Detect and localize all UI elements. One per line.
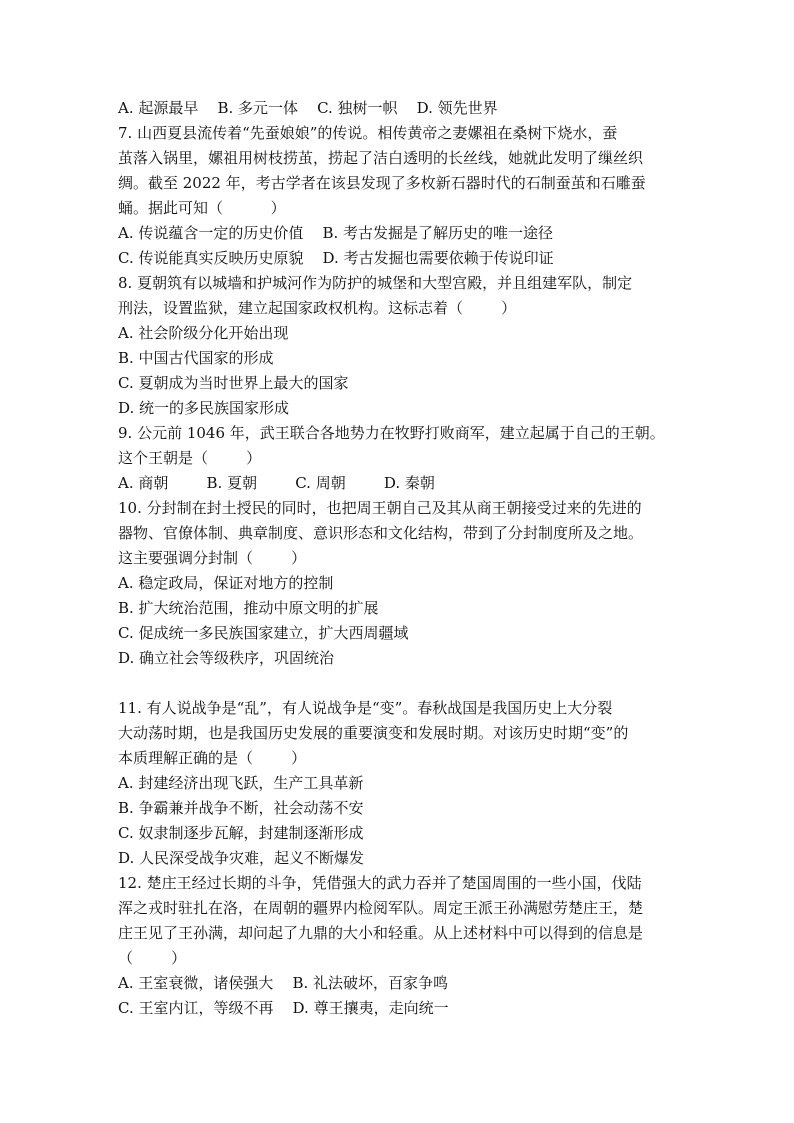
q12-options-ab: A. 王室衰微，诸侯强大 B. 礼法破坏，百家争鸣 [118,974,449,992]
q11-stem-line-2: 大动荡时期，也是我国历史发展的重要演变和发展时期。对该历史时期“变”的 [118,724,629,742]
q8-option-d: D. 统一的多民族国家形成 [118,399,290,417]
q10-option-c: C. 促成统一多民族国家建立，扩大西周疆域 [118,624,409,642]
q7-options-ab: A. 传说蕴含一定的历史价值 B. 考古发掘是了解历史的唯一途径 [118,224,554,242]
q11-stem-line-3: 本质理解正确的是（ ） [118,749,307,767]
q10-stem-line-3: 这主要强调分封制（ ） [118,549,307,567]
q7-stem-line-3: 绸。截至 2022 年，考古学者在该县发现了多枚新石器时代的石制蚕茧和石雕蚕 [118,174,646,192]
q9-options: A. 商朝 B. 夏朝 C. 周朝 D. 秦朝 [118,474,435,492]
q8-option-c: C. 夏朝成为当时世界上最大的国家 [118,374,349,392]
q10-option-a: A. 稳定政局，保证对地方的控制 [118,574,334,592]
q8-option-a: A. 社会阶级分化开始出现 [118,324,289,342]
q10-option-b: B. 扩大统治范围，推动中原文明的扩展 [118,599,379,617]
q9-stem-line-2: 这个王朝是（ ） [118,449,262,467]
q11-option-c: C. 奴隶制逐步瓦解，封建制逐渐形成 [118,824,364,842]
q7-stem-line-4: 蛹。据此可知（ ） [118,199,286,217]
q11-option-a: A. 封建经济出现飞跃，生产工具革新 [118,774,364,792]
q11-stem-line-1: 11. 有人说战争是“乱”，有人说战争是“变”。春秋战国是我国历史上大分裂 [118,699,613,717]
blank-line [118,671,688,696]
q10-stem-line-2: 器物、官僚体制、典章制度、意识形态和文化结构，带到了分封制度所及之地。 [118,524,644,542]
q12-stem-line-4: （ ） [118,949,187,967]
q8-option-b: B. 中国古代国家的形成 [118,349,274,367]
q10-option-d: D. 确立社会等级秩序，巩固统治 [118,649,335,667]
q11-option-b: B. 争霸兼并战争不断，社会动荡不安 [118,799,364,817]
q8-stem-line-2: 刑法，设置监狱，建立起国家政权机构。这标志着（ ） [118,299,517,317]
q12-stem-line-2: 浑之戎时驻扎在洛，在周朝的疆界内检阅军队。周定王派王孙满慰劳楚庄王，楚 [118,899,644,917]
q12-stem-line-1: 12. 楚庄王经过长期的斗争，凭借强大的武力吞并了楚国周围的一些小国，伐陆 [118,874,642,892]
exam-page [118,96,688,1021]
q11-option-d: D. 人民深受战争灾难，起义不断爆发 [118,849,365,867]
q8-stem-line-1: 8. 夏朝筑有以城墙和护城河作为防护的城堡和大型宫殿，并且组建军队，制定 [118,274,633,292]
q7-options-cd: C. 传说能真实反映历史原貌 D. 考古发掘也需要依赖于传说印证 [118,249,554,267]
q6-options: A. 起源最早 B. 多元一体 C. 独树一帜 D. 领先世界 [118,99,498,117]
q10-stem-line-1: 10. 分封制在封土授民的同时，也把周王朝自己及其从商王朝接受过来的先进的 [118,499,642,517]
q12-stem-line-3: 庄王见了王孙满，却问起了九鼎的大小和轻重。从上述材料中可以得到的信息是 [118,924,644,942]
q12-options-cd: C. 王室内讧，等级不再 D. 尊王攘夷，走向统一 [118,999,449,1017]
q7-stem-line-2: 茧落入锅里，嫘祖用树枝捞茧，捞起了洁白透明的长丝线，她就此发明了缫丝织 [118,149,644,167]
q9-stem-line-1: 9. 公元前 1046 年，武王联合各地势力在牧野打败商军，建立起属于自己的王朝。 [118,424,665,442]
q7-stem-line-1: 7. 山西夏县流传着“先蚕娘娘”的传说。相传黄帝之妻嫘祖在桑树下烧水，蚕 [118,124,618,142]
